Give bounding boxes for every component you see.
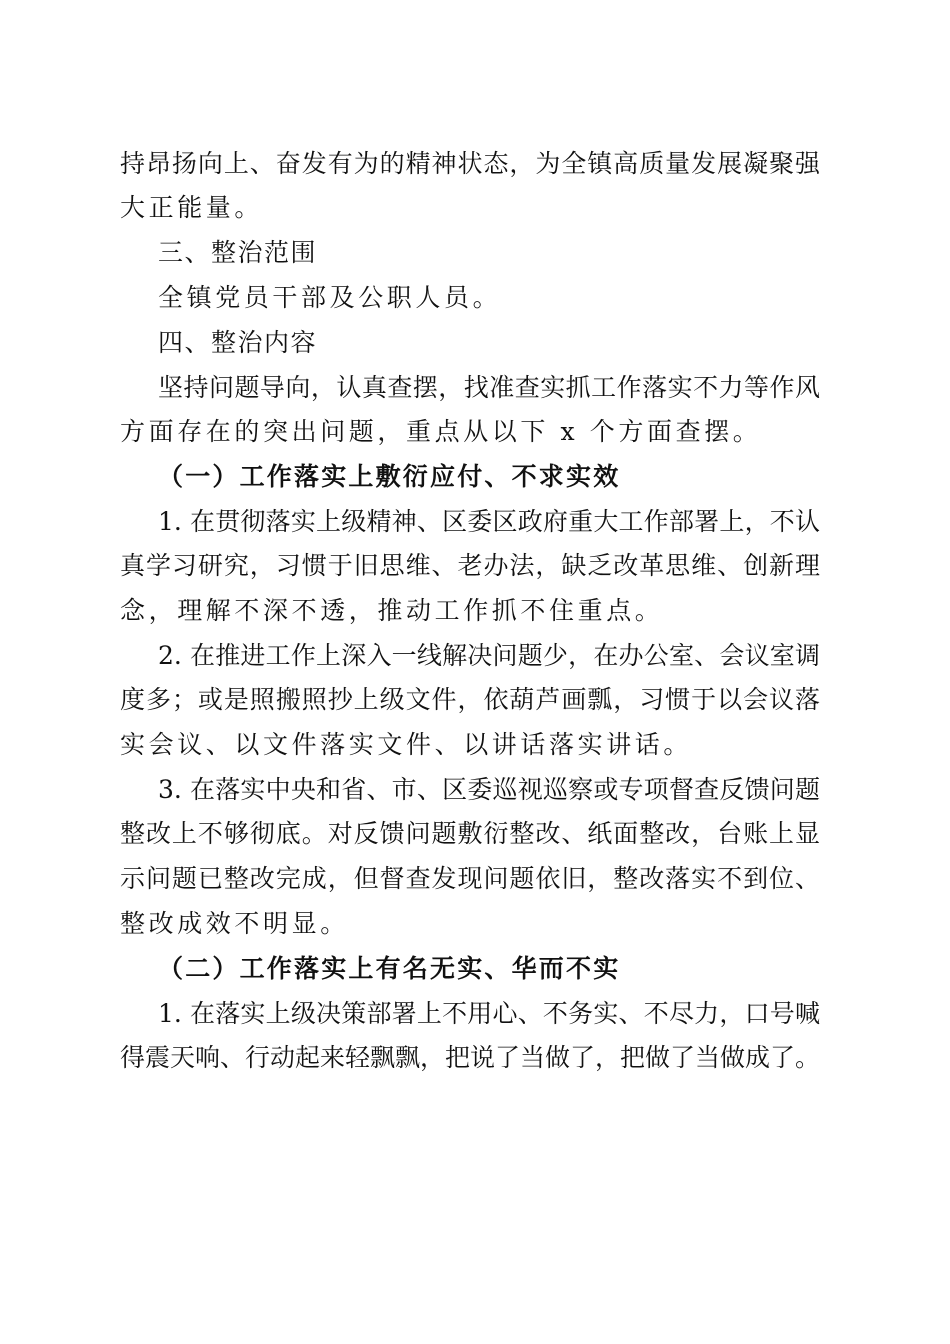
paragraph-line: 念，理解不深不透，推动工作抓不住重点。: [120, 596, 664, 625]
paragraph-line: 得震天响、行动起来轻飘飘，把说了当做了，把做了当做成了。: [120, 1043, 821, 1072]
paragraph-line: 1. 在落实上级决策部署上不用心、不务实、不尽力，口号喊: [158, 999, 820, 1028]
paragraph-line: 3. 在落实中央和省、市、区委巡视巡察或专项督查反馈问题: [158, 775, 820, 804]
paragraph-line: 整改成效不明显。: [120, 909, 349, 938]
paragraph-line: 坚持问题导向，认真查摆，找准查实抓工作落实不力等作风: [158, 373, 820, 402]
paragraph-line: 1. 在贯彻落实上级精神、区委区政府重大工作部署上，不认: [158, 507, 820, 536]
paragraph-line: 2. 在推进工作上深入一线解决问题少，在办公室、会议室调: [158, 641, 820, 670]
paragraph-line: 实会议、以文件落实文件、以讲话落实讲话。: [120, 730, 693, 759]
paragraph-line: 全镇党员干部及公职人员。: [158, 283, 502, 312]
paragraph-line: 度多；或是照搬照抄上级文件，依葫芦画瓢，习惯于以会议落: [120, 685, 820, 714]
paragraph-line: 大正能量。: [120, 193, 264, 222]
section-heading-content: 四、整治内容: [158, 328, 318, 357]
paragraph-line: 真学习研究，习惯于旧思维、老办法，缺乏改革思维、创新理: [120, 551, 820, 580]
paragraph-line: 整改上不够彻底。对反馈问题敷衍整改、纸面整改，台账上显: [120, 819, 820, 848]
subsection-heading-2: （二）工作落实上有名无实、华而不实: [158, 954, 621, 983]
paragraph-line: 持昂扬向上、奋发有为的精神状态，为全镇高质量发展凝聚强: [120, 149, 820, 178]
section-heading-scope: 三、整治范围: [158, 238, 318, 267]
subsection-heading-1: （一）工作落实上敷衍应付、不求实效: [158, 462, 621, 491]
paragraph-line: 方面存在的突出问题，重点从以下 x 个方面查摆。: [120, 417, 762, 446]
paragraph-line: 示问题已整改完成，但督查发现问题依旧，整改落实不到位、: [120, 864, 820, 893]
